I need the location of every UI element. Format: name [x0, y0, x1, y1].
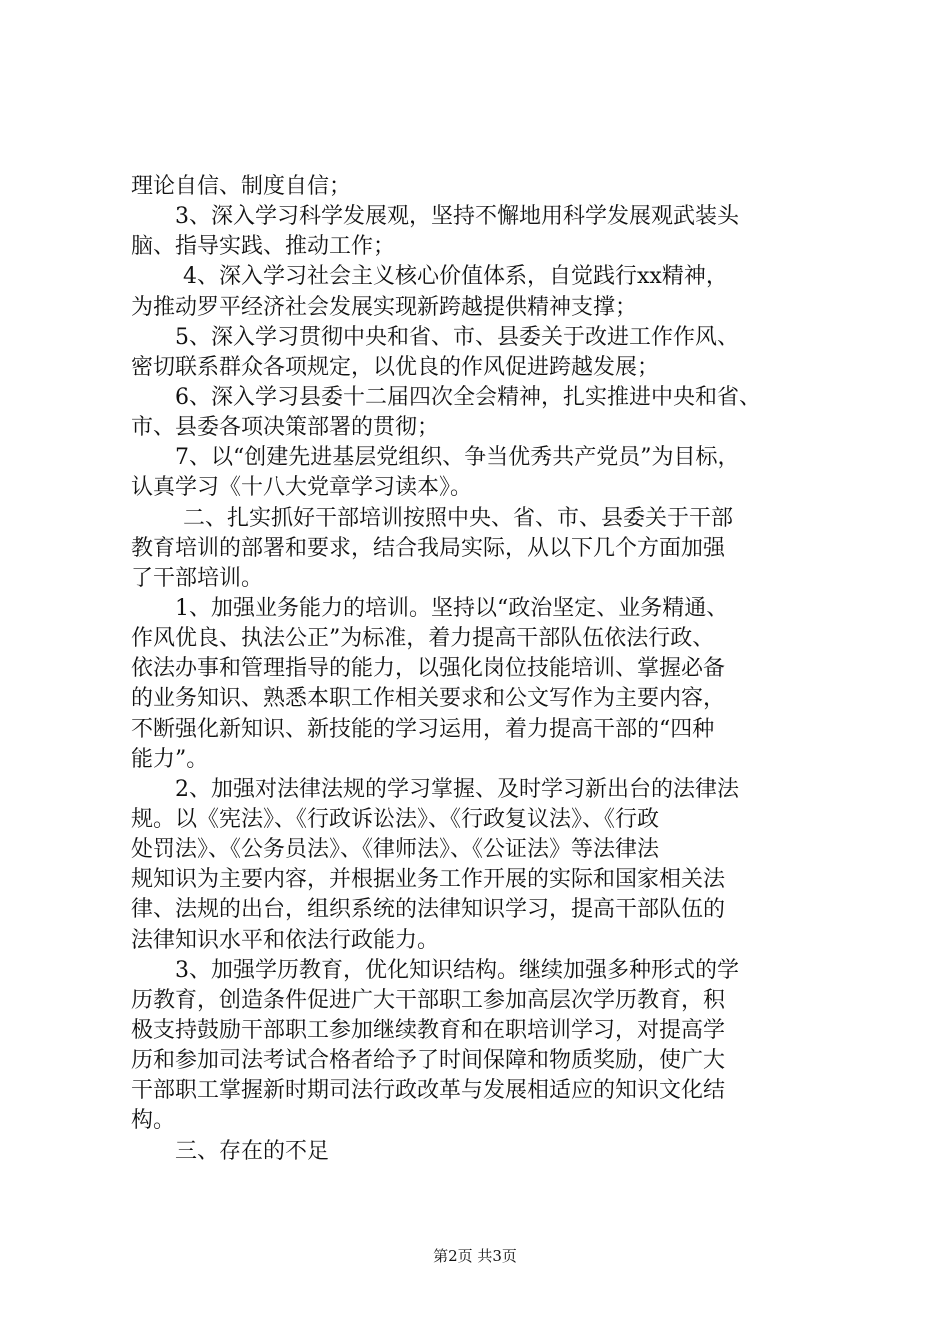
text-line: 历教育，创造条件促进广大干部职工参加高层次学历教育，积 — [131, 987, 726, 1013]
text-line: 市、县委各项决策部署的贯彻； — [131, 415, 440, 441]
text-line: 规知识为主要内容，并根据业务工作开展的实际和国家相关法 — [131, 867, 726, 893]
text-line: 6、深入学习县委十二届四次全会精神，扎实推进中央和省、 — [175, 384, 761, 410]
text-line: 2、加强对法律法规的学习掌握、及时学习新出台的法律法 — [175, 776, 739, 802]
text-line: 构。 — [131, 1108, 176, 1134]
text-line: 理论自信、制度自信； — [131, 174, 352, 199]
text-line: 1、加强业务能力的培训。坚持以“政治坚定、业务精通、 — [175, 595, 729, 621]
text-line: 依法办事和管理指导的能力，以强化岗位技能培训、掌握必备 — [131, 656, 726, 682]
text-line: 律、法规的出台，组织系统的法律知识学习，提高干部队伍的 — [131, 897, 726, 923]
text-line: 脑、指导实践、推动工作； — [131, 234, 396, 260]
text-line: 历和参加司法考试合格者给予了时间保障和物质奖励，使广大 — [131, 1048, 726, 1074]
text-line: 密切联系群众各项规定，以优良的作风促进跨越发展； — [131, 354, 660, 380]
text-line: 三、存在的不足 — [175, 1138, 330, 1164]
text-line: 为推动罗平经济社会发展实现新跨越提供精神支撑； — [131, 294, 638, 320]
text-line: 认真学习《十八大党章学习读本》。 — [131, 475, 473, 501]
text-line: 教育培训的部署和要求，结合我局实际，从以下几个方面加强 — [131, 535, 726, 561]
text-line: 7、以“创建先进基层党组织、争当优秀共产党员”为目标， — [175, 445, 740, 471]
text-line: 5、深入学习贯彻中央和省、市、县委关于改进工作作风、 — [175, 324, 739, 350]
text-line: 处罚法》、《公务员法》、《律师法》、《公证法》等法律法 — [131, 837, 660, 863]
text-line: 的业务知识、熟悉本职工作相关要求和公文写作为主要内容， — [131, 686, 726, 712]
text-line: 不断强化新知识、新技能的学习运用，着力提高干部的“四种 — [131, 716, 715, 742]
text-line: 法律知识水平和依法行政能力。 — [131, 927, 440, 953]
text-line: 规。以《宪法》、《行政诉讼法》、《行政复议法》、《行政 — [131, 806, 660, 832]
text-line: 干部职工掌握新时期司法行政改革与发展相适应的知识文化结 — [131, 1078, 726, 1104]
page-footer: 第2页 共3页 — [433, 1247, 517, 1265]
text-line: 极支持鼓励干部职工参加继续教育和在职培训学习，对提高学 — [131, 1017, 726, 1043]
text-line: 二、扎实抓好干部培训按照中央、省、市、县委关于干部 — [183, 505, 734, 531]
text-line: 4、深入学习社会主义核心价值体系，自觉践行xx精神， — [183, 264, 728, 290]
document-body — [131, 172, 831, 1167]
text-line: 3、深入学习科学发展观，坚持不懈地用科学发展观武装头 — [175, 204, 739, 230]
text-line: 作风优良、执法公正”为标准，着力提高干部队伍依法行政、 — [131, 626, 715, 652]
text-line: 3、加强学历教育，优化知识结构。继续加强多种形式的学 — [175, 957, 739, 983]
text-line: 了干部培训。 — [131, 565, 264, 591]
text-line: 能力”。 — [131, 746, 209, 772]
